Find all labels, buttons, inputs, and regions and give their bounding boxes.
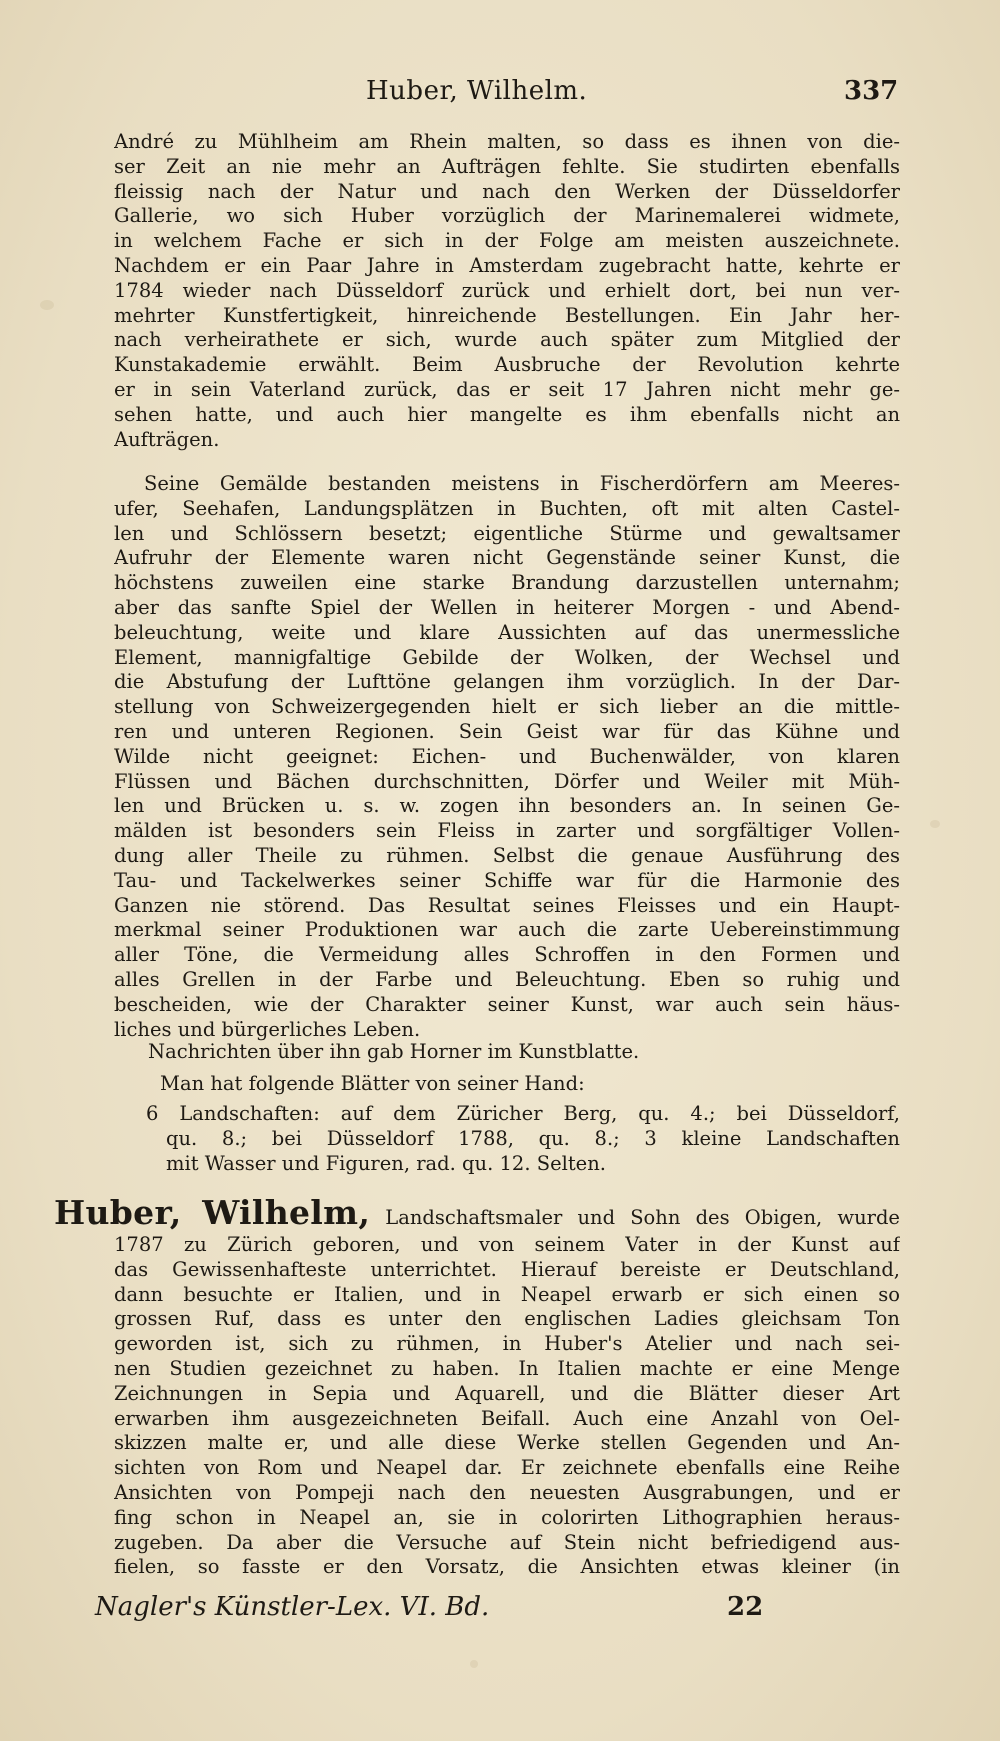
text-line: 1784 wieder nach Düsseldorf zurück und erhielt dort, bei nun ver- (114, 278, 900, 302)
text-line: Ganzen nie störend. Das Resultat seines Fleisses und ein Haupt- (114, 893, 900, 917)
text-line: aber das sanfte Spiel der Wellen in heiterer Morgen - und Abend- (114, 595, 900, 619)
entry-first-line (54, 1193, 900, 1233)
text-line: stellung von Schweizergegenden hielt er sich lieber an die mittle- (114, 695, 900, 719)
text-line: Ansichten von Pompeji nach den neuesten Ausgrabungen, und er (114, 1480, 900, 1504)
entry-body (54, 1233, 900, 1580)
page-header (0, 76, 1000, 116)
entry-headword: Huber, Wilhelm, (54, 1193, 371, 1232)
text-line: dung aller Theile zu rühmen. Selbst die genaue Ausführung des (114, 843, 900, 867)
footer-signature-mark: 22 (727, 1592, 764, 1622)
text-line: das Gewissenhafteste unterrichtet. Hierauf bereiste er Deutschland, (114, 1257, 900, 1281)
text-line: Tau- und Tackelwerkes seiner Schiffe war für die Harmonie des (114, 868, 900, 892)
text-line: aller Töne, die Vermeidung alles Schroffen in den Formen und (114, 943, 900, 967)
text-line: fielen, so fasste er den Vorsatz, die Ansichten etwas kleiner (in (114, 1555, 900, 1579)
foxing-spot (470, 1660, 478, 1668)
text-line: ufer, Seehafen, Landungsplätzen in Buchten, oft mit alten Castel- (114, 496, 900, 520)
text-line: sichten von Rom und Neapel dar. Er zeichnete ebenfalls eine Reihe (114, 1456, 900, 1480)
text-line: in welchem Fache er sich in der Folge am meisten auszeichnete. (114, 229, 900, 253)
text-line: 6 Landschaften: auf dem Züricher Berg, qu. 4.; bei Düsseldorf, (146, 1102, 900, 1125)
footer-book-title: Nagler's Künstler-Lex. VI. Bd. (95, 1592, 490, 1622)
text-line: len und Brücken u. s. w. zogen ihn besonders an. In seinen Ge- (114, 794, 900, 818)
text-line: ren und unteren Regionen. Sein Geist war für das Kühne und (114, 719, 900, 743)
text-line: fing schon in Neapel an, sie in colorirten Lithographien heraus- (114, 1505, 900, 1529)
text-line: die Abstufung der Lufttöne gelangen ihm vorzüglich. In der Dar- (114, 670, 900, 694)
text-line: beleuchtung, weite und klare Aussichten auf das unermessliche (114, 620, 900, 644)
page-number: 337 (844, 76, 899, 106)
text-line: Aufträgen. (114, 427, 220, 451)
entry-first-line-text: Landschaftsmaler und Sohn des Obigen, wurde (385, 1206, 900, 1229)
text-line: merkmal seiner Produktionen war auch die zarte Uebereinstimmung (114, 918, 900, 942)
text-line: 1787 zu Zürich geboren, und von seinem Vater in der Kunst auf (114, 1233, 900, 1256)
text-line: Nachdem er ein Paar Jahre in Amsterdam zugebracht hatte, kehrte er (114, 253, 900, 277)
text-line: grossen Ruf, dass es unter den englischen Ladies gleichsam Ton (114, 1307, 900, 1331)
text-line: ser Zeit an nie mehr an Aufträgen fehlte. Sie studirten ebenfalls (114, 154, 900, 178)
text-line: Zeichnungen in Sepia und Aquarell, und die Blätter dieser Art (114, 1381, 900, 1405)
text-line: nach verheirathete er sich, wurde auch später zum Mitglied der (114, 328, 900, 352)
text-line: qu. 8.; bei Düsseldorf 1788, qu. 8.; 3 kleine Landschaften (166, 1126, 900, 1150)
text-line: Man hat folgende Blätter von seiner Hand: (160, 1072, 585, 1095)
text-line: erwarben ihm ausgezeichneten Beifall. Auch eine Anzahl von Oel- (114, 1406, 900, 1430)
text-line: Flüssen und Bächen durchschnitten, Dörfer und Weiler mit Müh- (114, 769, 900, 793)
text-line: len und Schlössern besetzt; eigentliche Stürme und gewaltsamer (114, 521, 900, 545)
text-line: höchstens zuweilen eine starke Brandung darzustellen unternahm; (114, 571, 900, 595)
text-line: mit Wasser und Figuren, rad. qu. 12. Selten. (166, 1151, 606, 1175)
text-line: Element, mannigfaltige Gebilde der Wolken, der Wechsel und (114, 645, 900, 669)
text-line: fleissig nach der Natur und nach den Werken der Düsseldorfer (114, 179, 900, 203)
text-line: bescheiden, wie der Charakter seiner Kunst, war auch sein häus- (114, 992, 900, 1016)
text-line: skizzen malte er, und alle diese Werke stellen Gegenden und An- (114, 1431, 900, 1455)
text-line: nen Studien gezeichnet zu haben. In Italien machte er eine Menge (114, 1356, 900, 1380)
foxing-spot (40, 300, 54, 310)
text-line: geworden ist, sich zu rühmen, in Huber's Atelier und nach sei- (114, 1332, 900, 1356)
paragraph-prints-intro (114, 1072, 900, 1097)
paragraph-paintings (114, 472, 900, 1042)
text-line: er in sein Vaterland zurück, das er seit 17 Jahren nicht mehr ge- (114, 377, 900, 401)
text-line: mälden ist besonders sein Fleiss in zarter und sorgfältiger Vollen- (114, 819, 900, 843)
page-footer (0, 1592, 1000, 1632)
text-line: Kunstakademie erwählt. Beim Ausbruche der Revolution kehrte (114, 353, 900, 377)
text-line: Seine Gemälde bestanden meistens in Fischerdörfern am Meeres- (144, 472, 900, 495)
foxing-spot (930, 820, 940, 828)
text-line: liches und bürgerliches Leben. (114, 1017, 421, 1041)
text-line: alles Grellen in der Farbe und Beleuchtung. Eben so ruhig und (114, 967, 900, 991)
text-line: zugeben. Da aber die Versuche auf Stein nicht befriedigend aus- (114, 1530, 900, 1554)
text-line: sehen hatte, und auch hier mangelte es ihm ebenfalls nicht an (114, 402, 900, 426)
text-line: Gallerie, wo sich Huber vorzüglich der Marinemalerei widmete, (114, 204, 900, 228)
text-line: Wilde nicht geeignet: Eichen- und Buchenwälder, von klaren (114, 744, 900, 768)
text-line: Nachrichten über ihn gab Horner im Kunstblatte. (148, 1040, 640, 1063)
text-line: dann besuchte er Italien, und in Neapel erwarb er sich einen so (114, 1282, 900, 1306)
text-line: mehrter Kunstfertigkeit, hinreichende Bestellungen. Ein Jahr her- (114, 303, 900, 327)
entry-huber-wilhelm-son (54, 1193, 900, 1580)
paragraph-biography (114, 130, 900, 452)
paragraph-prints-list (146, 1102, 900, 1176)
running-head: Huber, Wilhelm. (366, 76, 588, 106)
text-line: Aufruhr der Elemente waren nicht Gegenstände seiner Kunst, die (114, 546, 900, 570)
paragraph-sources (114, 1040, 900, 1065)
text-line: André zu Mühlheim am Rhein malten, so dass es ihnen von die- (114, 130, 900, 153)
